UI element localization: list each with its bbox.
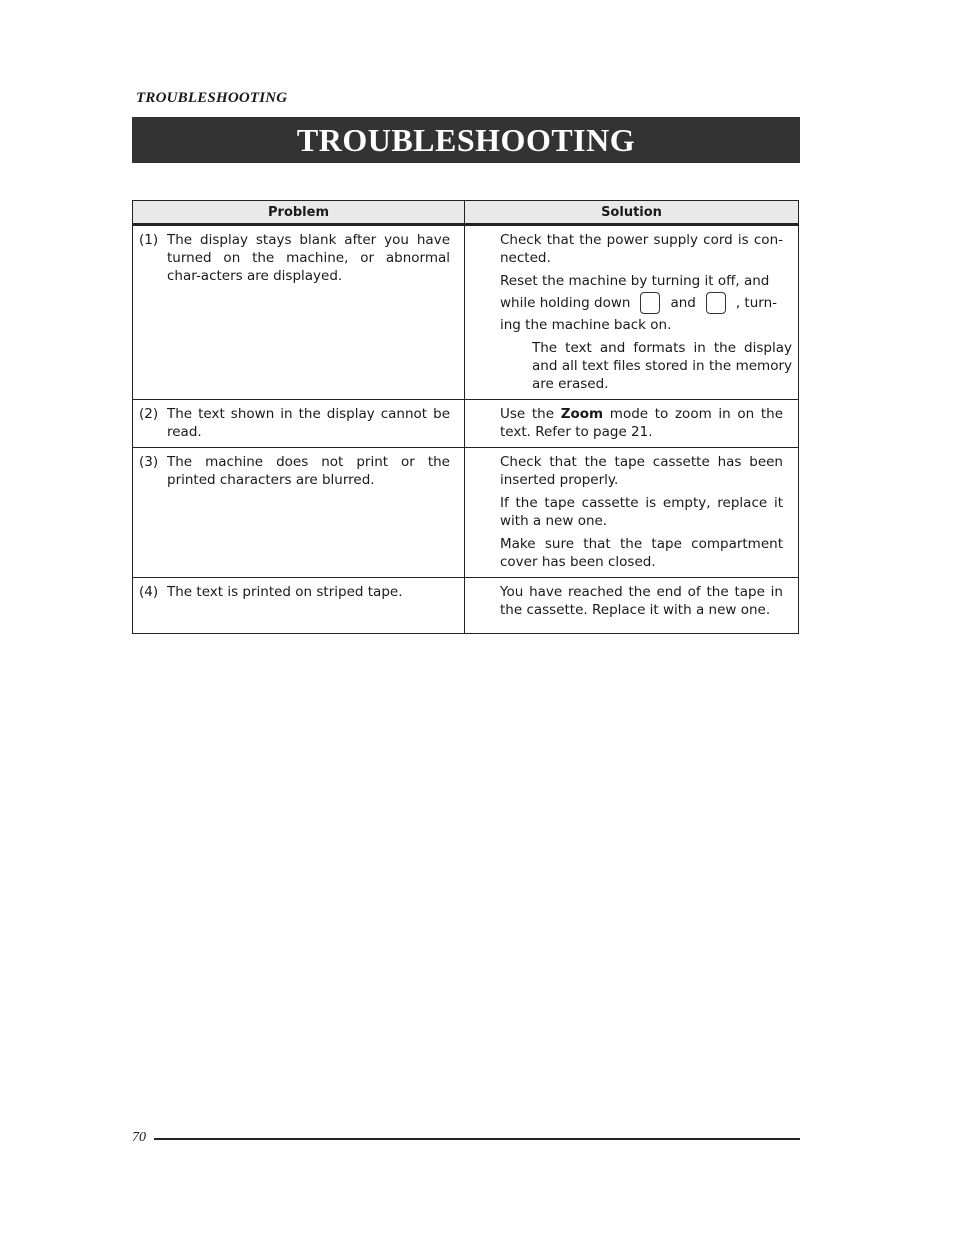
solution-text: ing the machine back on. — [500, 317, 672, 333]
page-title: TROUBLESHOOTING — [132, 117, 800, 163]
solution-cell — [465, 400, 798, 447]
running-head: TROUBLESHOOTING — [136, 90, 288, 106]
solution-cell — [465, 226, 798, 399]
keyboard-key-icon — [706, 292, 726, 314]
problem-text: The text is printed on striped tape. — [167, 584, 403, 600]
problem-text: The text shown in the display cannot be read. — [167, 406, 450, 440]
problem-text: The display stays blank after you have turned on the machine, or abnormal char-acters are displayed. — [167, 232, 450, 284]
solution-cell — [465, 448, 798, 577]
solution-text-pre: Use the — [500, 406, 555, 422]
problem-number: (2) — [139, 406, 159, 422]
solution-text: Check that the power supply cord is con-nected. — [500, 232, 783, 266]
problem-cell — [133, 448, 465, 577]
solution-text: Check that the tape cassette has been inserted properly. — [500, 454, 783, 488]
solution-text: , turn- — [735, 295, 778, 311]
column-header-problem: Problem — [133, 201, 465, 223]
table-header-row — [133, 201, 798, 224]
column-header-solution: Solution — [601, 204, 662, 220]
footer-rule — [154, 1138, 800, 1140]
problem-text: The machine does not print or the printed characters are blurred. — [167, 454, 450, 488]
problem-cell — [133, 226, 465, 399]
solution-text: You have reached the end of the tape in the cassette. Replace it with a new one. — [500, 584, 783, 618]
keyboard-key-icon — [640, 292, 660, 314]
solution-text: If the tape cassette is empty, replace it with a new one. — [500, 495, 783, 529]
table-row — [133, 577, 798, 633]
solution-text: while holding down — [500, 295, 631, 311]
solution-note: The text and formats in the display and all text files stored in the memory are erased. — [532, 340, 792, 392]
problem-cell — [133, 578, 465, 633]
solution-text: Make sure that the tape compartment cover has been closed. — [500, 536, 783, 570]
solution-cell — [465, 578, 798, 633]
page-number: 70 — [132, 1130, 146, 1145]
solution-text — [500, 405, 783, 441]
troubleshooting-table — [132, 200, 799, 634]
solution-text: Reset the machine by turning it off, and — [500, 273, 770, 289]
table-row — [133, 399, 798, 447]
problem-cell — [133, 400, 465, 447]
solution-text: and — [670, 295, 696, 311]
solution-key-instruction — [500, 290, 783, 316]
problem-number: (4) — [139, 584, 159, 600]
table-row — [133, 447, 798, 577]
problem-number: (3) — [139, 454, 159, 470]
solution-text-post: mode to zoom in on the text. Refer to page 21. — [500, 406, 783, 440]
problem-number: (1) — [139, 232, 159, 248]
zoom-mode-label: Zoom — [560, 406, 604, 422]
table-row — [133, 224, 798, 399]
